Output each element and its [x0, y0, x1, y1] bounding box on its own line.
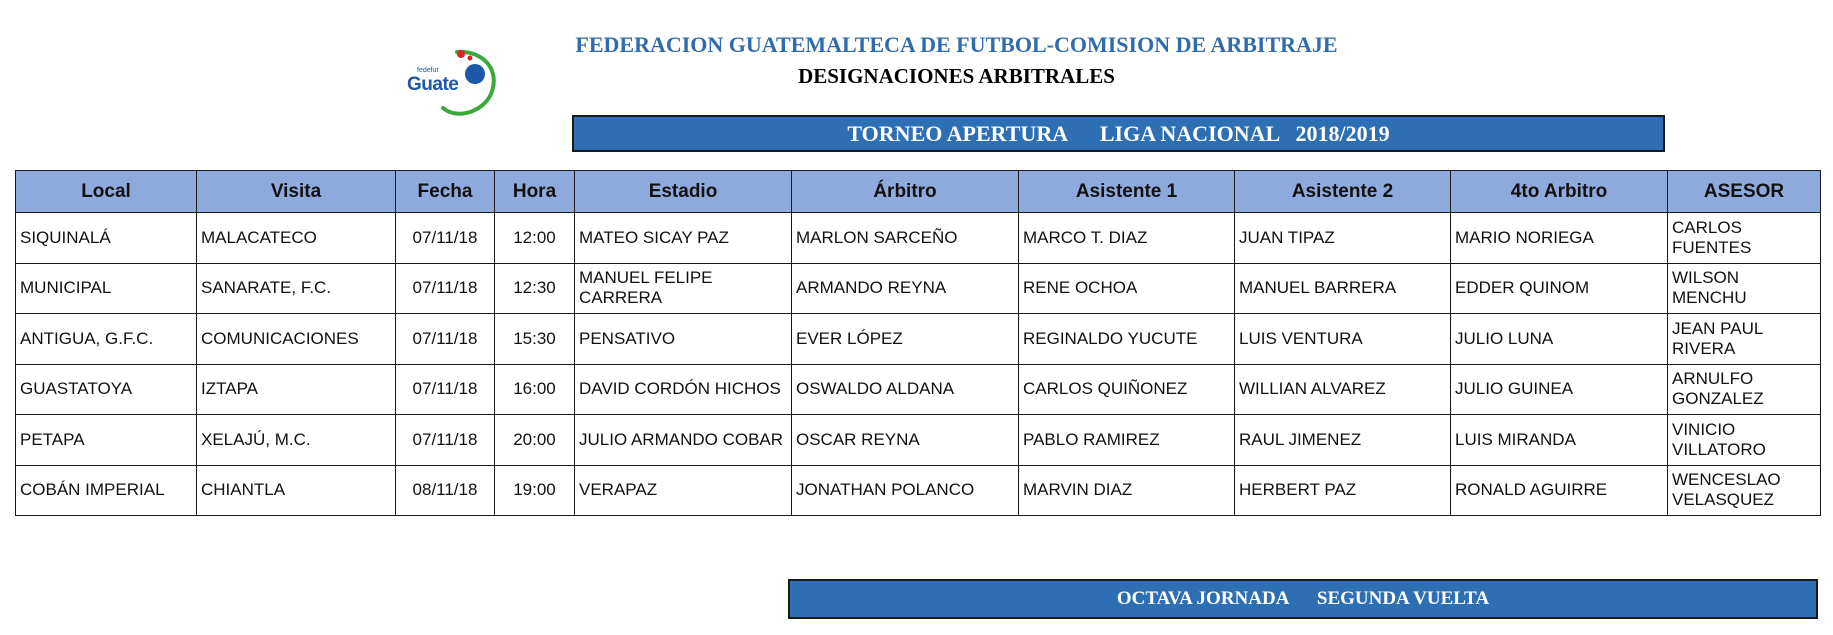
table-row: [16, 213, 1821, 264]
cell-asistente-1: MARVIN DIAZ: [1019, 465, 1235, 516]
cell-fecha: 07/11/18: [396, 415, 495, 466]
cell-local: COBÁN IMPERIAL: [16, 465, 197, 516]
logo-text: Guate: [407, 74, 459, 95]
cell-fecha: 07/11/18: [396, 314, 495, 365]
cell-asesor: CARLOS FUENTES: [1668, 213, 1821, 264]
cell-estadio: MANUEL FELIPE CARRERA: [575, 263, 792, 314]
column-header-asistente-2: Asistente 2: [1235, 171, 1451, 213]
table-row: [16, 415, 1821, 466]
cell-arbitro: MARLON SARCEÑO: [792, 213, 1019, 264]
cell-asistente-2: LUIS VENTURA: [1235, 314, 1451, 365]
cell-arbitro: JONATHAN POLANCO: [792, 465, 1019, 516]
column-header-4to-arbitro: 4to Arbitro: [1451, 171, 1668, 213]
cell-4to-arbitro: JULIO GUINEA: [1451, 364, 1668, 415]
cell-asesor: ARNULFO GONZALEZ: [1668, 364, 1821, 415]
cell-estadio: MATEO SICAY PAZ: [575, 213, 792, 264]
column-header-visita: Visita: [197, 171, 396, 213]
table-row: [16, 263, 1821, 314]
column-header-asesor: ASESOR: [1668, 171, 1821, 213]
table-header-row: [16, 171, 1821, 213]
cell-visita: COMUNICACIONES: [197, 314, 396, 365]
cell-arbitro: OSWALDO ALDANA: [792, 364, 1019, 415]
page-subtitle: DESIGNACIONES ARBITRALES: [798, 64, 1115, 88]
cell-local: SIQUINALÁ: [16, 213, 197, 264]
cell-asistente-1: CARLOS QUIÑONEZ: [1019, 364, 1235, 415]
cell-hora: 12:00: [495, 213, 575, 264]
cell-arbitro: EVER LÓPEZ: [792, 314, 1019, 365]
cell-asistente-2: WILLIAN ALVAREZ: [1235, 364, 1451, 415]
column-header-hora: Hora: [495, 171, 575, 213]
cell-visita: MALACATECO: [197, 213, 396, 264]
cell-hora: 12:30: [495, 263, 575, 314]
cell-hora: 19:00: [495, 465, 575, 516]
cell-local: PETAPA: [16, 415, 197, 466]
cell-visita: XELAJÚ, M.C.: [197, 415, 396, 466]
column-header-arbitro: Árbitro: [792, 171, 1019, 213]
cell-asesor: WENCESLAO VELASQUEZ: [1668, 465, 1821, 516]
assignments-table: [15, 170, 1821, 516]
cell-fecha: 07/11/18: [396, 213, 495, 264]
cell-estadio: PENSATIVO: [575, 314, 792, 365]
column-header-local: Local: [16, 171, 197, 213]
cell-asesor: VINICIO VILLATORO: [1668, 415, 1821, 466]
column-header-estadio: Estadio: [575, 171, 792, 213]
cell-hora: 20:00: [495, 415, 575, 466]
cell-fecha: 08/11/18: [396, 465, 495, 516]
logo-small-text: fedefut: [417, 67, 439, 74]
cell-asesor: JEAN PAUL RIVERA: [1668, 314, 1821, 365]
table-row: [16, 465, 1821, 516]
cell-hora: 15:30: [495, 314, 575, 365]
cell-asistente-2: JUAN TIPAZ: [1235, 213, 1451, 264]
cell-asistente-1: RENE OCHOA: [1019, 263, 1235, 314]
tournament-banner: TORNEO APERTURA LIGA NACIONAL 2018/2019: [572, 115, 1665, 152]
cell-asistente-1: MARCO T. DIAZ: [1019, 213, 1235, 264]
cell-asistente-2: HERBERT PAZ: [1235, 465, 1451, 516]
cell-local: GUASTATOYA: [16, 364, 197, 415]
cell-estadio: DAVID CORDÓN HICHOS: [575, 364, 792, 415]
cell-estadio: VERAPAZ: [575, 465, 792, 516]
table-row: [16, 364, 1821, 415]
cell-4to-arbitro: LUIS MIRANDA: [1451, 415, 1668, 466]
cell-asistente-1: REGINALDO YUCUTE: [1019, 314, 1235, 365]
cell-visita: SANARATE, F.C.: [197, 263, 396, 314]
cell-local: ANTIGUA, G.F.C.: [16, 314, 197, 365]
cell-visita: CHIANTLA: [197, 465, 396, 516]
cell-4to-arbitro: JULIO LUNA: [1451, 314, 1668, 365]
cell-asistente-1: PABLO RAMIREZ: [1019, 415, 1235, 466]
cell-asesor: WILSON MENCHU: [1668, 263, 1821, 314]
column-header-fecha: Fecha: [396, 171, 495, 213]
page-title: FEDERACION GUATEMALTECA DE FUTBOL-COMISION DE ARBITRAJE: [575, 32, 1338, 57]
cell-4to-arbitro: MARIO NORIEGA: [1451, 213, 1668, 264]
cell-fecha: 07/11/18: [396, 263, 495, 314]
cell-visita: IZTAPA: [197, 364, 396, 415]
cell-fecha: 07/11/18: [396, 364, 495, 415]
cell-local: MUNICIPAL: [16, 263, 197, 314]
round-banner: OCTAVA JORNADA SEGUNDA VUELTA: [788, 579, 1818, 619]
cell-4to-arbitro: RONALD AGUIRRE: [1451, 465, 1668, 516]
cell-asistente-2: RAUL JIMENEZ: [1235, 415, 1451, 466]
cell-arbitro: OSCAR REYNA: [792, 415, 1019, 466]
cell-hora: 16:00: [495, 364, 575, 415]
table-row: [16, 314, 1821, 365]
cell-asistente-2: MANUEL BARRERA: [1235, 263, 1451, 314]
cell-arbitro: ARMANDO REYNA: [792, 263, 1019, 314]
column-header-asistente-1: Asistente 1: [1019, 171, 1235, 213]
cell-estadio: JULIO ARMANDO COBAR: [575, 415, 792, 466]
cell-4to-arbitro: EDDER QUINOM: [1451, 263, 1668, 314]
